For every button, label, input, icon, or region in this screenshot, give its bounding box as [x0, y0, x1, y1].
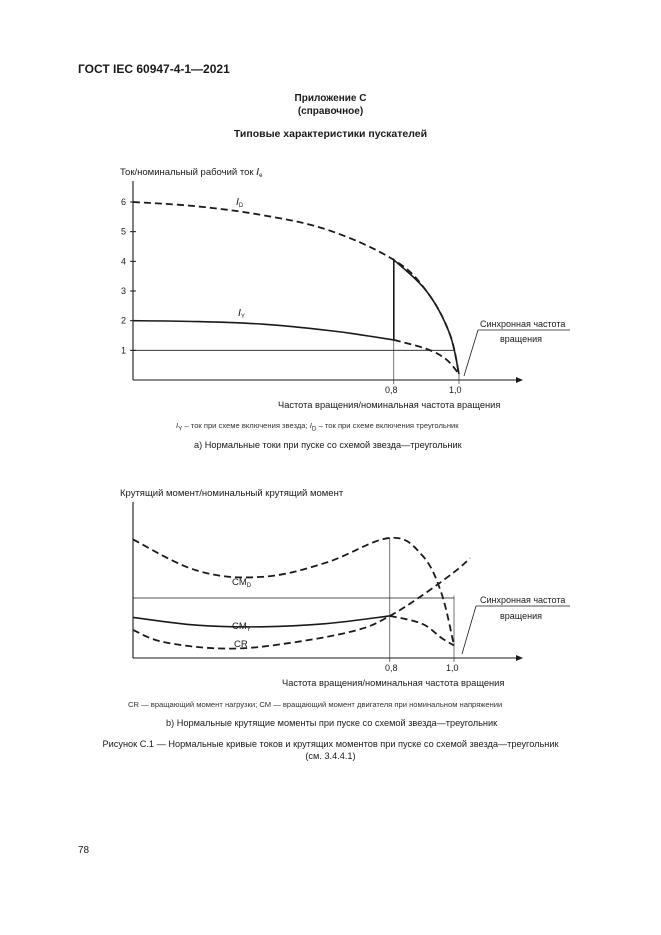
chart-a-series-line — [133, 202, 459, 374]
chart-a-ytick-label: 3 — [121, 286, 127, 296]
chart-a-xlabel: Частота вращения/номинальная частота вращения — [278, 400, 501, 410]
chart-a-series-line — [394, 260, 459, 374]
chart-a-series-line — [133, 321, 394, 340]
chart-a-xtick-10: 1,0 — [449, 385, 462, 395]
chart-a-ylabel: Ток/номинальный рабочий ток $I_e$ — [120, 166, 263, 179]
chart-a-series-line — [394, 340, 459, 374]
chart-a-ytick-label: 6 — [121, 197, 127, 207]
chart-a-x-arrow — [516, 377, 523, 383]
chart-a-annotation-leader — [464, 330, 478, 376]
section-title: Типовые характеристики пускателей — [233, 128, 428, 140]
chart-a-ytick-label: 2 — [121, 315, 127, 326]
legend-a: $I_Y$ – ток при схеме включения звезда; $I_D$ – ток при схеме включения треугольник — [176, 421, 459, 433]
chart-b-series-label-cmd: $CM_D$ — [232, 577, 252, 589]
chart-a-ytick-label: 1 — [121, 345, 127, 356]
document-id: ГОСТ IEC 60947-4-1—2021 — [78, 62, 230, 76]
chart-b-series-line — [133, 558, 470, 648]
chart-b-series-label-cr: CR — [234, 639, 248, 650]
caption-b: b) Нормальные крутящие моменты при пуске со схемой звезда—треугольник — [166, 718, 498, 728]
chart-b-x-arrow — [516, 655, 523, 661]
chart-a-annotation-line2: вращения — [500, 334, 542, 344]
chart-b-annotation-leader — [462, 606, 476, 654]
chart-b-series-line — [390, 616, 454, 646]
chart-a-xtick-08: 0,8 — [385, 385, 398, 395]
figure-caption-line1: Рисунок С.1 — Нормальные кривые токов и крутящих моментов при пуске со схемой звезда—треугольник — [102, 739, 559, 749]
chart-a-series-label-iy: IY — [238, 307, 245, 320]
chart-b-series-label-cmy: $CM_Y$ — [232, 621, 251, 633]
chart-b-series-line — [133, 616, 390, 627]
figure-caption-line2: (см. 3.4.4.1) — [305, 751, 356, 761]
chart-b-annotation-line1: Синхронная частота — [480, 595, 566, 605]
appendix-title: Приложение С — [294, 93, 367, 104]
chart-a-ytick-label: 5 — [121, 226, 127, 237]
chart-a-ytick-label: 4 — [121, 256, 127, 267]
caption-a: a) Нормальные токи при пуске со схемой звезда—треугольник — [194, 440, 462, 450]
chart-b-annotation-line2: вращения — [500, 611, 542, 621]
chart-b-ylabel: Крутящий момент/номинальный крутящий момент — [120, 488, 344, 499]
chart-b-xtick-10: 1,0 — [446, 663, 459, 673]
chart-b-xtick-08: 0,8 — [385, 663, 398, 673]
figure-caption — [0, 738, 661, 762]
chart-a-annotation-line1: Синхронная частота — [480, 319, 566, 329]
chart-b-series-line — [133, 538, 454, 646]
chart-a-series-label-id: ID — [236, 196, 244, 209]
chart-b-xlabel: Частота вращения/номинальная частота вращения — [282, 678, 505, 688]
page-number: 78 — [78, 845, 90, 856]
legend-b: CR — вращающий момент нагрузки; СМ — вращающий момент двигателя при номинальном напряжении — [128, 700, 503, 709]
appendix-subtitle: (справочное) — [297, 106, 364, 117]
